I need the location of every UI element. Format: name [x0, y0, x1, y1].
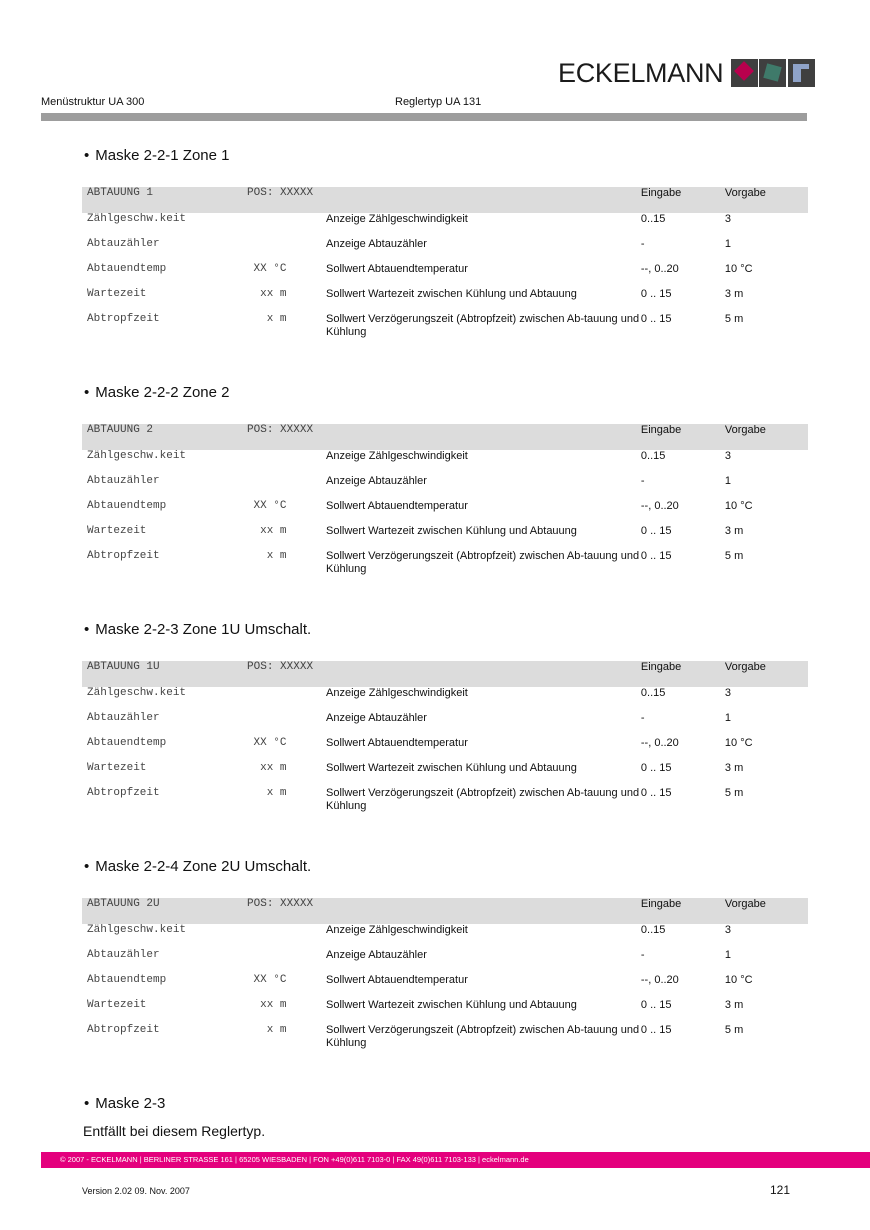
- table-row: [82, 475, 808, 500]
- param-eingabe: --, 0..20: [640, 974, 679, 986]
- param-eingabe: -: [640, 949, 645, 961]
- param-eingabe: 0 .. 15: [640, 999, 672, 1011]
- spacer: [287, 500, 326, 525]
- mask-table: [82, 898, 808, 1054]
- table-row: [82, 263, 808, 288]
- spacer: [287, 238, 326, 263]
- param-vorgabe: 10 °C: [724, 263, 753, 275]
- param-eingabe: -: [640, 712, 645, 724]
- param-vorgabe: 3 m: [724, 999, 744, 1011]
- screen-title: ABTAUUNG 2: [82, 424, 247, 450]
- version-info: Version 2.02 09. Nov. 2007: [82, 1186, 190, 1196]
- param-name: Abtauzähler: [87, 949, 160, 961]
- spacer: [287, 263, 326, 288]
- param-description: Anzeige Zählgeschwindigkeit: [326, 213, 468, 225]
- spacer: [287, 999, 326, 1024]
- param-eingabe: 0 .. 15: [640, 550, 672, 562]
- mask-title: [84, 857, 808, 877]
- param-eingabe: 0..15: [640, 687, 666, 699]
- param-description: Anzeige Zählgeschwindigkeit: [326, 924, 468, 936]
- param-name: Abtropfzeit: [87, 550, 160, 562]
- param-description: Sollwert Verzögerungszeit (Abtropfzeit) zwischen Ab-tauung und Kühlung: [326, 550, 640, 575]
- mask-section: [82, 857, 808, 1054]
- param-description: Anzeige Zählgeschwindigkeit: [326, 450, 468, 462]
- table-row: [82, 762, 808, 787]
- bullet-icon: •: [84, 384, 90, 401]
- param-description: Sollwert Wartezeit zwischen Kühlung und Abtauung: [326, 762, 577, 774]
- spacer: [287, 550, 326, 580]
- param-unit: [247, 475, 286, 500]
- spacer: [287, 288, 326, 313]
- param-unit: [247, 712, 286, 737]
- footer-address-bar: © 2007 - ECKELMANN | BERLINER STRASSE 161 | 65205 WIESBADEN | FON +49(0)611 7103-0 | FAX 49(0)611 7103-133 | eckelmann.de: [41, 1152, 870, 1168]
- param-name: Abtauendtemp: [87, 737, 167, 749]
- bullet-icon: •: [84, 858, 90, 875]
- param-eingabe: 0 .. 15: [640, 787, 672, 799]
- param-description: Sollwert Verzögerungszeit (Abtropfzeit) zwischen Ab-tauung und Kühlung: [326, 313, 640, 338]
- param-name: Abtropfzeit: [87, 787, 160, 799]
- mask-title: [84, 146, 808, 166]
- mask-note: Entfällt bei diesem Reglertyp.: [83, 1123, 266, 1139]
- param-vorgabe: 3 m: [724, 288, 744, 300]
- param-vorgabe: 5 m: [724, 313, 744, 325]
- column-header-eingabe: Eingabe: [641, 898, 725, 924]
- param-description: Sollwert Abtauendtemperatur: [326, 974, 468, 986]
- spacer: [287, 949, 326, 974]
- mask-section: [82, 383, 808, 580]
- spacer: [287, 737, 326, 762]
- param-vorgabe: 10 °C: [724, 974, 753, 986]
- column-header-eingabe: Eingabe: [641, 424, 725, 450]
- mask-table: [82, 424, 808, 580]
- param-unit: x m: [266, 1024, 287, 1036]
- param-eingabe: 0..15: [640, 450, 666, 462]
- table-row: [82, 525, 808, 550]
- param-vorgabe: 3: [724, 450, 732, 462]
- param-unit: x m: [266, 313, 287, 325]
- param-unit: [247, 213, 286, 238]
- table-row: [82, 1024, 808, 1054]
- param-vorgabe: 3: [724, 213, 732, 225]
- param-description: Sollwert Abtauendtemperatur: [326, 263, 468, 275]
- param-unit: xx m: [260, 288, 287, 300]
- param-description: Sollwert Verzögerungszeit (Abtropfzeit) zwischen Ab-tauung und Kühlung: [326, 1024, 640, 1049]
- spacer: [287, 475, 326, 500]
- param-name: Abtauendtemp: [87, 974, 167, 986]
- table-row: [82, 712, 808, 737]
- param-name: Abtropfzeit: [87, 313, 160, 325]
- param-unit: [247, 924, 286, 949]
- column-header-vorgabe: Vorgabe: [725, 661, 808, 687]
- param-vorgabe: 3 m: [724, 525, 744, 537]
- param-name: Zählgeschw.keit: [87, 450, 187, 462]
- table-header-row: [82, 898, 808, 924]
- param-name: Abtropfzeit: [87, 1024, 160, 1036]
- header-spacer: [326, 187, 641, 213]
- param-description: Sollwert Wartezeit zwischen Kühlung und Abtauung: [326, 999, 577, 1011]
- param-name: Abtauzähler: [87, 238, 160, 250]
- param-vorgabe: 5 m: [724, 550, 744, 562]
- spacer: [287, 313, 326, 343]
- param-unit: [247, 687, 286, 712]
- param-name: Wartezeit: [87, 288, 147, 300]
- logo-mark-icon: [731, 59, 815, 87]
- param-vorgabe: 1: [724, 949, 732, 961]
- param-unit: xx m: [260, 525, 287, 537]
- param-description: Sollwert Abtauendtemperatur: [326, 737, 468, 749]
- param-unit: x m: [266, 550, 287, 562]
- param-description: Anzeige Abtauzähler: [326, 712, 427, 724]
- param-name: Wartezeit: [87, 999, 147, 1011]
- spacer: [287, 213, 326, 238]
- column-header-eingabe: Eingabe: [641, 187, 725, 213]
- bullet-icon: •: [84, 621, 90, 638]
- param-name: Zählgeschw.keit: [87, 924, 187, 936]
- mask-section: [82, 620, 808, 817]
- param-eingabe: 0..15: [640, 924, 666, 936]
- param-name: Wartezeit: [87, 762, 147, 774]
- table-row: [82, 949, 808, 974]
- column-header-vorgabe: Vorgabe: [725, 187, 808, 213]
- table-row: [82, 288, 808, 313]
- spacer: [287, 1024, 326, 1054]
- table-header-row: [82, 187, 808, 213]
- screen-title: ABTAUUNG 1U: [82, 661, 247, 687]
- spacer: [287, 450, 326, 475]
- column-header-eingabe: Eingabe: [641, 661, 725, 687]
- param-eingabe: 0..15: [640, 213, 666, 225]
- param-unit: XX °C: [253, 737, 287, 749]
- header-divider: [41, 113, 807, 121]
- header-document-title: Menüstruktur UA 300: [41, 96, 145, 108]
- param-description: Sollwert Wartezeit zwischen Kühlung und Abtauung: [326, 525, 577, 537]
- param-eingabe: --, 0..20: [640, 500, 679, 512]
- param-name: Abtauendtemp: [87, 500, 167, 512]
- mask-table: [82, 661, 808, 817]
- table-row: [82, 450, 808, 475]
- table-row: [82, 737, 808, 762]
- param-eingabe: --, 0..20: [640, 737, 679, 749]
- table-row: [82, 924, 808, 949]
- param-name: Abtauendtemp: [87, 263, 167, 275]
- param-vorgabe: 1: [724, 712, 732, 724]
- param-unit: xx m: [260, 999, 287, 1011]
- param-vorgabe: 3: [724, 687, 732, 699]
- param-vorgabe: 1: [724, 238, 732, 250]
- logo-wordmark: ECKELMANN: [558, 58, 724, 88]
- param-unit: XX °C: [253, 500, 287, 512]
- spacer: [287, 687, 326, 712]
- screen-pos: POS: XXXXX: [247, 661, 326, 687]
- spacer: [287, 974, 326, 999]
- eckelmann-logo: [558, 58, 815, 88]
- header-spacer: [326, 898, 641, 924]
- mask-table: [82, 187, 808, 343]
- param-unit: xx m: [260, 762, 287, 774]
- mask-title-text: Maske 2-2-1 Zone 1: [95, 147, 230, 164]
- param-description: Anzeige Zählgeschwindigkeit: [326, 687, 468, 699]
- spacer: [287, 712, 326, 737]
- param-eingabe: 0 .. 15: [640, 762, 672, 774]
- param-unit: [247, 238, 286, 263]
- bullet-icon: •: [84, 147, 90, 164]
- header-controller-type: Reglertyp UA 131: [395, 96, 482, 108]
- mask-section-2-3: [82, 1094, 808, 1114]
- screen-title: ABTAUUNG 2U: [82, 898, 247, 924]
- table-row: [82, 999, 808, 1024]
- param-name: Zählgeschw.keit: [87, 687, 187, 699]
- table-header-row: [82, 424, 808, 450]
- screen-pos: POS: XXXXX: [247, 898, 326, 924]
- param-unit: XX °C: [253, 263, 287, 275]
- param-unit: [247, 949, 286, 974]
- param-name: Abtauzähler: [87, 712, 160, 724]
- screen-title: ABTAUUNG 1: [82, 187, 247, 213]
- header-spacer: [326, 661, 641, 687]
- table-row: [82, 687, 808, 712]
- param-unit: XX °C: [253, 974, 287, 986]
- mask-title: [84, 383, 808, 403]
- param-unit: x m: [266, 787, 287, 799]
- table-row: [82, 787, 808, 817]
- table-row: [82, 213, 808, 238]
- table-row: [82, 313, 808, 343]
- param-eingabe: 0 .. 15: [640, 525, 672, 537]
- param-vorgabe: 3 m: [724, 762, 744, 774]
- param-eingabe: 0 .. 15: [640, 1024, 672, 1036]
- param-name: Zählgeschw.keit: [87, 213, 187, 225]
- mask-title-text: Maske 2-2-2 Zone 2: [95, 384, 230, 401]
- column-header-vorgabe: Vorgabe: [725, 424, 808, 450]
- param-eingabe: -: [640, 238, 645, 250]
- param-eingabe: 0 .. 15: [640, 313, 672, 325]
- page-number: 121: [770, 1183, 791, 1197]
- param-vorgabe: 3: [724, 924, 732, 936]
- param-name: Abtauzähler: [87, 475, 160, 487]
- mask-title: [84, 620, 808, 640]
- param-eingabe: 0 .. 15: [640, 288, 672, 300]
- param-description: Anzeige Abtauzähler: [326, 475, 427, 487]
- table-row: [82, 550, 808, 580]
- param-description: Sollwert Wartezeit zwischen Kühlung und Abtauung: [326, 288, 577, 300]
- mask-title: • Maske 2-3: [84, 1095, 166, 1112]
- param-unit: [247, 450, 286, 475]
- screen-pos: POS: XXXXX: [247, 187, 326, 213]
- spacer: [287, 787, 326, 817]
- param-vorgabe: 5 m: [724, 1024, 744, 1036]
- table-row: [82, 500, 808, 525]
- header-spacer: [326, 424, 641, 450]
- table-header-row: [82, 661, 808, 687]
- param-vorgabe: 5 m: [724, 787, 744, 799]
- param-vorgabe: 10 °C: [724, 737, 753, 749]
- param-description: Sollwert Verzögerungszeit (Abtropfzeit) zwischen Ab-tauung und Kühlung: [326, 787, 640, 812]
- mask-title-text: Maske 2-2-4 Zone 2U Umschalt.: [95, 858, 312, 875]
- param-eingabe: -: [640, 475, 645, 487]
- param-description: Anzeige Abtauzähler: [326, 949, 427, 961]
- param-eingabe: --, 0..20: [640, 263, 679, 275]
- param-vorgabe: 10 °C: [724, 500, 753, 512]
- param-description: Anzeige Abtauzähler: [326, 238, 427, 250]
- screen-pos: POS: XXXXX: [247, 424, 326, 450]
- table-row: [82, 974, 808, 999]
- mask-title-text: Maske 2-2-3 Zone 1U Umschalt.: [95, 621, 312, 638]
- table-row: [82, 238, 808, 263]
- param-name: Wartezeit: [87, 525, 147, 537]
- column-header-vorgabe: Vorgabe: [725, 898, 808, 924]
- mask-section: [82, 146, 808, 343]
- spacer: [287, 924, 326, 949]
- param-description: Sollwert Abtauendtemperatur: [326, 500, 468, 512]
- spacer: [287, 525, 326, 550]
- param-vorgabe: 1: [724, 475, 732, 487]
- spacer: [287, 762, 326, 787]
